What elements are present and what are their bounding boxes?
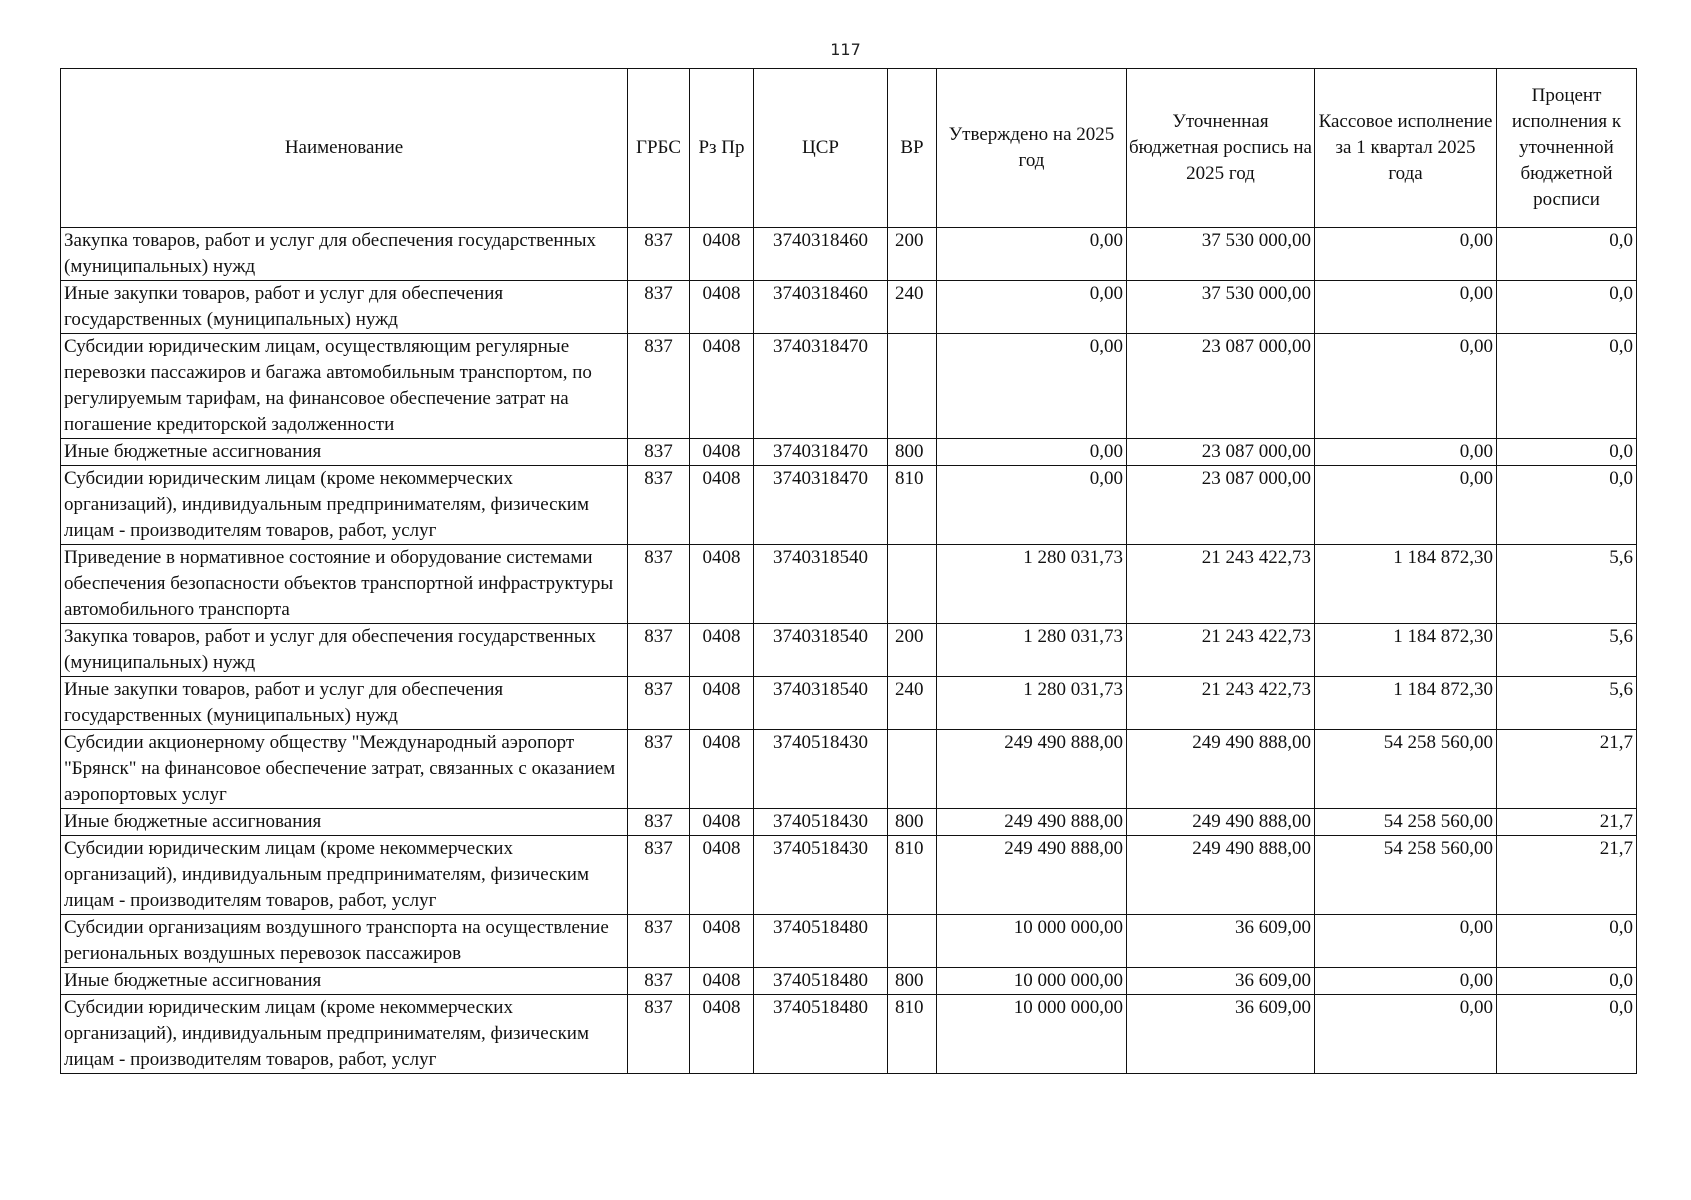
row-cash: 0,00 [1315, 334, 1497, 439]
table-row [61, 545, 1637, 624]
row-name: Иные бюджетные ассигнования [61, 809, 628, 836]
row-rzpr: 0408 [690, 809, 754, 836]
row-cash: 54 258 560,00 [1315, 809, 1497, 836]
row-approved: 1 280 031,73 [937, 624, 1127, 677]
row-vr: 240 [888, 281, 937, 334]
header-grbs: ГРБС [628, 69, 690, 228]
table-row [61, 995, 1637, 1074]
row-name: Приведение в нормативное состояние и оборудование системами обеспечения безопасности объектов транспортной инфраструктуры автомобильного транспорта [61, 545, 628, 624]
row-csr: 3740318470 [754, 466, 888, 545]
row-name: Иные бюджетные ассигнования [61, 968, 628, 995]
row-approved: 10 000 000,00 [937, 968, 1127, 995]
row-csr: 3740518430 [754, 730, 888, 809]
row-name: Субсидии акционерному обществу "Международный аэропорт "Брянск" на финансовое обеспечение затрат, связанных с оказанием аэропортовых услуг [61, 730, 628, 809]
row-name: Субсидии юридическим лицам (кроме некоммерческих организаций), индивидуальным предпринимателям, физическим лицам - производителям товаров, работ, услуг [61, 466, 628, 545]
row-refined: 37 530 000,00 [1127, 228, 1315, 281]
row-refined: 23 087 000,00 [1127, 334, 1315, 439]
row-rzpr: 0408 [690, 466, 754, 545]
row-rzpr: 0408 [690, 439, 754, 466]
row-approved: 10 000 000,00 [937, 995, 1127, 1074]
row-grbs: 837 [628, 915, 690, 968]
row-approved: 0,00 [937, 228, 1127, 281]
row-refined: 21 243 422,73 [1127, 624, 1315, 677]
row-percent: 5,6 [1497, 545, 1637, 624]
row-refined: 23 087 000,00 [1127, 466, 1315, 545]
row-csr: 3740518480 [754, 995, 888, 1074]
row-vr: 810 [888, 466, 937, 545]
table-row [61, 836, 1637, 915]
row-rzpr: 0408 [690, 624, 754, 677]
row-vr [888, 545, 937, 624]
row-cash: 0,00 [1315, 228, 1497, 281]
row-percent: 0,0 [1497, 466, 1637, 545]
row-percent: 0,0 [1497, 228, 1637, 281]
row-csr: 3740318460 [754, 281, 888, 334]
row-percent: 5,6 [1497, 677, 1637, 730]
table-row [61, 624, 1637, 677]
row-refined: 36 609,00 [1127, 968, 1315, 995]
row-approved: 249 490 888,00 [937, 836, 1127, 915]
row-rzpr: 0408 [690, 968, 754, 995]
row-cash: 1 184 872,30 [1315, 677, 1497, 730]
row-vr: 800 [888, 968, 937, 995]
row-refined: 249 490 888,00 [1127, 836, 1315, 915]
row-name: Субсидии организациям воздушного транспорта на осуществление региональных воздушных перевозок пассажиров [61, 915, 628, 968]
row-vr: 810 [888, 836, 937, 915]
row-cash: 0,00 [1315, 281, 1497, 334]
row-rzpr: 0408 [690, 281, 754, 334]
row-grbs: 837 [628, 677, 690, 730]
row-approved: 0,00 [937, 281, 1127, 334]
row-cash: 54 258 560,00 [1315, 730, 1497, 809]
row-csr: 3740518430 [754, 809, 888, 836]
row-refined: 21 243 422,73 [1127, 545, 1315, 624]
header-name: Наименование [61, 69, 628, 228]
row-grbs: 837 [628, 995, 690, 1074]
row-cash: 1 184 872,30 [1315, 545, 1497, 624]
row-grbs: 837 [628, 624, 690, 677]
row-approved: 10 000 000,00 [937, 915, 1127, 968]
row-name: Субсидии юридическим лицам (кроме некоммерческих организаций), индивидуальным предпринимателям, физическим лицам - производителям товаров, работ, услуг [61, 836, 628, 915]
row-percent: 21,7 [1497, 809, 1637, 836]
row-grbs: 837 [628, 228, 690, 281]
row-rzpr: 0408 [690, 915, 754, 968]
row-refined: 249 490 888,00 [1127, 809, 1315, 836]
row-csr: 3740318470 [754, 334, 888, 439]
header-csr: ЦСР [754, 69, 888, 228]
row-name: Иные закупки товаров, работ и услуг для обеспечения государственных (муниципальных) нужд [61, 281, 628, 334]
row-percent: 21,7 [1497, 836, 1637, 915]
row-vr [888, 730, 937, 809]
row-vr: 800 [888, 439, 937, 466]
row-approved: 0,00 [937, 439, 1127, 466]
row-approved: 249 490 888,00 [937, 809, 1127, 836]
row-cash: 0,00 [1315, 915, 1497, 968]
row-rzpr: 0408 [690, 677, 754, 730]
row-vr: 200 [888, 228, 937, 281]
row-csr: 3740518430 [754, 836, 888, 915]
header-approved: Утверждено на 2025 год [937, 69, 1127, 228]
row-approved: 0,00 [937, 466, 1127, 545]
header-rzpr: Рз Пр [690, 69, 754, 228]
row-rzpr: 0408 [690, 228, 754, 281]
table-row [61, 334, 1637, 439]
row-name: Иные закупки товаров, работ и услуг для обеспечения государственных (муниципальных) нужд [61, 677, 628, 730]
row-vr: 800 [888, 809, 937, 836]
row-approved: 0,00 [937, 334, 1127, 439]
table-row [61, 281, 1637, 334]
row-csr: 3740318540 [754, 624, 888, 677]
row-vr: 810 [888, 995, 937, 1074]
row-name: Субсидии юридическим лицам, осуществляющим регулярные перевозки пассажиров и багажа автомобильным транспортом, по регулируемым тарифам, на финансовое обеспечение затрат на погашение кредиторской задолженности [61, 334, 628, 439]
row-percent: 0,0 [1497, 439, 1637, 466]
row-name: Закупка товаров, работ и услуг для обеспечения государственных (муниципальных) нужд [61, 624, 628, 677]
row-cash: 54 258 560,00 [1315, 836, 1497, 915]
row-vr [888, 915, 937, 968]
row-csr: 3740318540 [754, 545, 888, 624]
table-header [61, 69, 1637, 228]
row-refined: 249 490 888,00 [1127, 730, 1315, 809]
header-cash: Кассовое исполнение за 1 квартал 2025 года [1315, 69, 1497, 228]
row-grbs: 837 [628, 466, 690, 545]
row-rzpr: 0408 [690, 334, 754, 439]
page-number: 117 [830, 40, 861, 59]
row-percent: 5,6 [1497, 624, 1637, 677]
table-row [61, 915, 1637, 968]
header-percent: Процент исполнения к уточненной бюджетной росписи [1497, 69, 1637, 228]
row-cash: 0,00 [1315, 439, 1497, 466]
row-grbs: 837 [628, 968, 690, 995]
row-rzpr: 0408 [690, 730, 754, 809]
row-cash: 0,00 [1315, 968, 1497, 995]
row-percent: 0,0 [1497, 968, 1637, 995]
table-row [61, 809, 1637, 836]
row-approved: 249 490 888,00 [937, 730, 1127, 809]
header-vr: ВР [888, 69, 937, 228]
row-cash: 0,00 [1315, 466, 1497, 545]
row-rzpr: 0408 [690, 836, 754, 915]
table-row [61, 439, 1637, 466]
row-csr: 3740518480 [754, 968, 888, 995]
table-row [61, 228, 1637, 281]
row-grbs: 837 [628, 334, 690, 439]
table-row [61, 730, 1637, 809]
table-row [61, 677, 1637, 730]
row-grbs: 837 [628, 809, 690, 836]
row-approved: 1 280 031,73 [937, 545, 1127, 624]
row-refined: 36 609,00 [1127, 995, 1315, 1074]
table-row [61, 968, 1637, 995]
row-refined: 36 609,00 [1127, 915, 1315, 968]
row-percent: 0,0 [1497, 281, 1637, 334]
row-csr: 3740318540 [754, 677, 888, 730]
row-grbs: 837 [628, 281, 690, 334]
row-percent: 0,0 [1497, 995, 1637, 1074]
row-csr: 3740518480 [754, 915, 888, 968]
row-percent: 21,7 [1497, 730, 1637, 809]
row-approved: 1 280 031,73 [937, 677, 1127, 730]
row-refined: 37 530 000,00 [1127, 281, 1315, 334]
row-vr: 200 [888, 624, 937, 677]
row-cash: 1 184 872,30 [1315, 624, 1497, 677]
row-grbs: 837 [628, 730, 690, 809]
row-refined: 23 087 000,00 [1127, 439, 1315, 466]
budget-table [60, 68, 1637, 1074]
row-rzpr: 0408 [690, 545, 754, 624]
row-percent: 0,0 [1497, 334, 1637, 439]
row-name: Закупка товаров, работ и услуг для обеспечения государственных (муниципальных) нужд [61, 228, 628, 281]
table-row [61, 466, 1637, 545]
row-csr: 3740318460 [754, 228, 888, 281]
row-name: Субсидии юридическим лицам (кроме некоммерческих организаций), индивидуальным предпринимателям, физическим лицам - производителям товаров, работ, услуг [61, 995, 628, 1074]
row-name: Иные бюджетные ассигнования [61, 439, 628, 466]
row-vr [888, 334, 937, 439]
row-cash: 0,00 [1315, 995, 1497, 1074]
row-grbs: 837 [628, 439, 690, 466]
row-grbs: 837 [628, 836, 690, 915]
row-vr: 240 [888, 677, 937, 730]
row-grbs: 837 [628, 545, 690, 624]
row-rzpr: 0408 [690, 995, 754, 1074]
row-csr: 3740318470 [754, 439, 888, 466]
header-refined: Уточненная бюджетная роспись на 2025 год [1127, 69, 1315, 228]
row-refined: 21 243 422,73 [1127, 677, 1315, 730]
row-percent: 0,0 [1497, 915, 1637, 968]
